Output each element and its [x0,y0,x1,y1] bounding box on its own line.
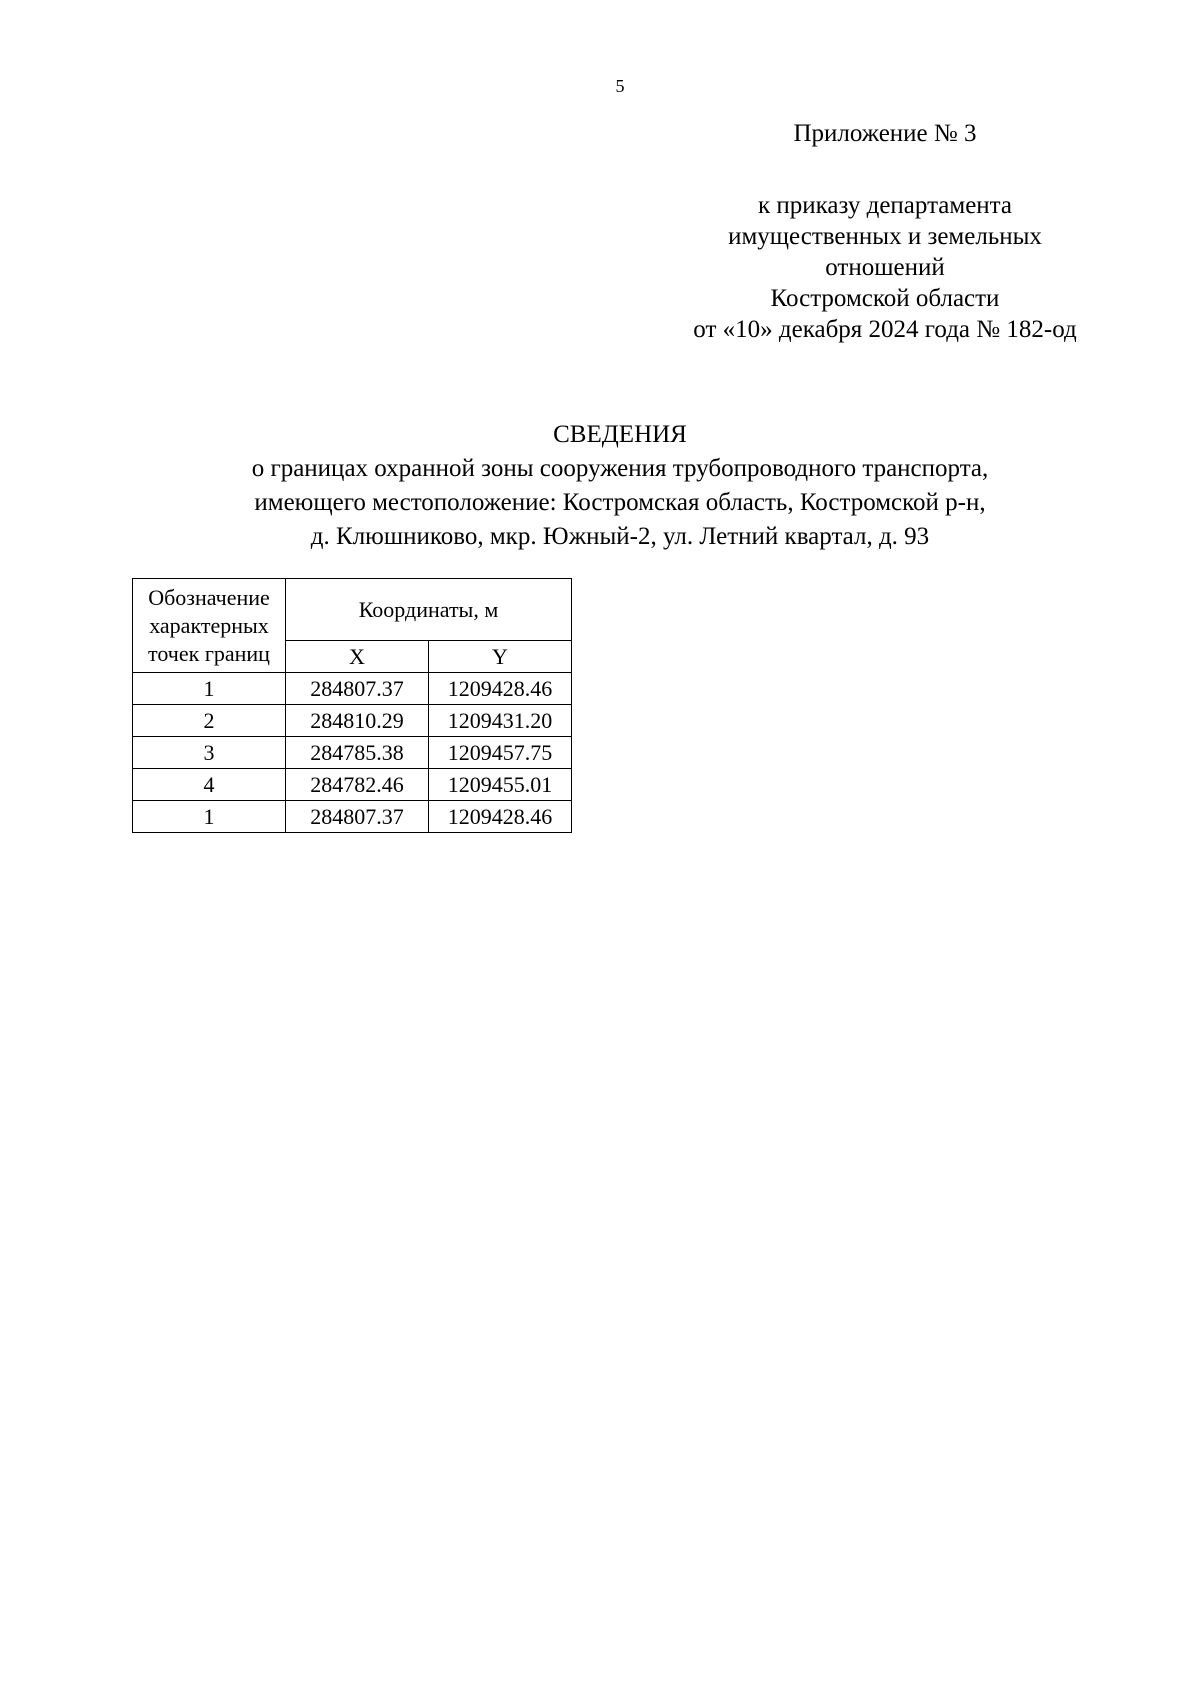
cell-point: 2 [133,705,286,737]
header-x: X [286,641,429,673]
appendix-line: имущественных и земельных [728,223,1042,250]
table-row [133,737,572,769]
page-number: 5 [615,76,625,96]
document-title: СВЕДЕНИЯ [553,421,687,448]
coordinates-table [132,578,572,833]
table-row [133,673,572,705]
cell-point: 1 [133,801,286,833]
cell-point: 4 [133,769,286,801]
header-point-line: характерных [149,612,269,638]
cell-y: 1209457.75 [429,737,572,769]
document-subtitle-line: имеющего местоположение: Костромская область, Костромской р-н, [254,489,986,516]
header-point-line: Обозначение [148,584,270,610]
cell-point: 3 [133,737,286,769]
appendix-line: от «10» декабря 2024 года № 182-од [693,316,1077,343]
appendix-line: Костромской области [770,285,1000,312]
appendix-title: Приложение № 3 [793,120,977,147]
appendix-line: отношений [825,254,945,281]
document-heading [130,418,1110,554]
cell-y: 1209455.01 [429,769,572,801]
header-point-designation [133,579,286,673]
cell-y: 1209431.20 [429,705,572,737]
header-point-line: точек границ [148,640,270,666]
cell-x: 284807.37 [286,801,429,833]
cell-x: 284810.29 [286,705,429,737]
cell-x: 284807.37 [286,673,429,705]
cell-point: 1 [133,673,286,705]
header-y: Y [429,641,572,673]
table-row [133,769,572,801]
appendix-line: к приказу департамента [757,192,1013,219]
document-subtitle-line: о границах охранной зоны сооружения трубопроводного транспорта, [251,455,989,482]
document-subtitle-line: д. Клюшниково, мкр. Южный-2, ул. Летний квартал, д. 93 [310,523,930,550]
cell-y: 1209428.46 [429,801,572,833]
cell-y: 1209428.46 [429,673,572,705]
header-coordinates: Координаты, м [286,579,572,641]
appendix-reference [640,190,1130,345]
table-row [133,705,572,737]
cell-x: 284782.46 [286,769,429,801]
table-row [133,801,572,833]
cell-x: 284785.38 [286,737,429,769]
